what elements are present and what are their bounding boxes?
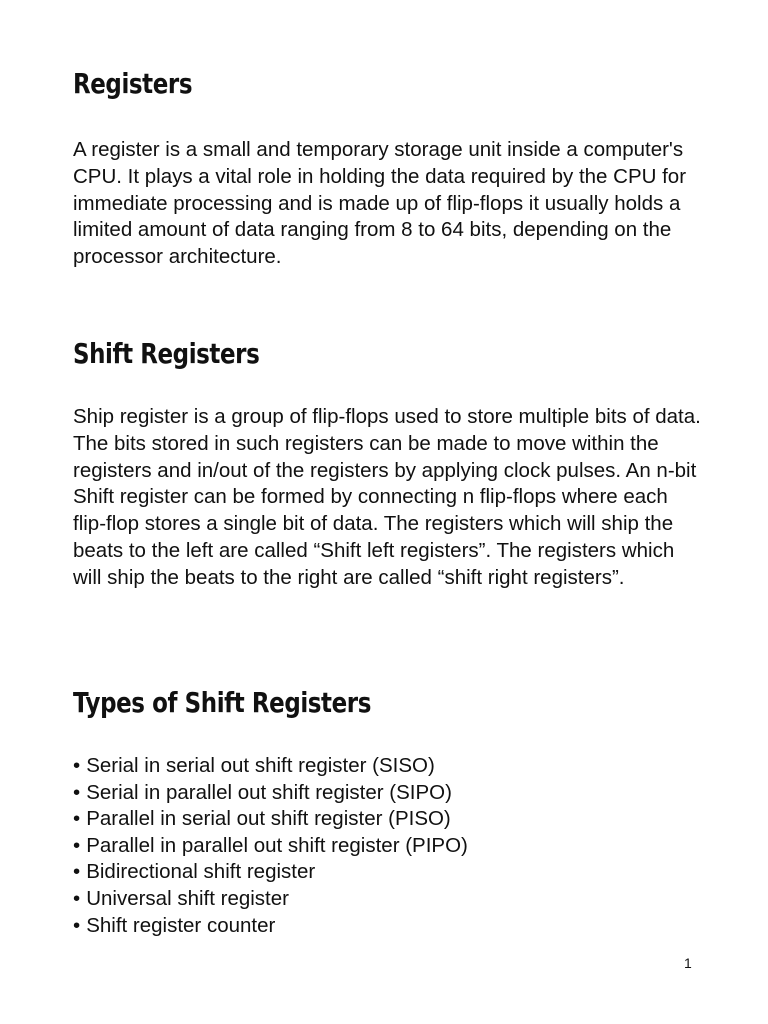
page-number: 1 [684, 955, 692, 971]
shift-register-types-list [73, 753, 468, 939]
list-item: • Parallel in parallel out shift register (PIPO) [73, 833, 468, 860]
list-item: • Universal shift register [73, 886, 468, 913]
heading-shift-registers: Shift Registers [73, 337, 260, 370]
list-item: • Shift register counter [73, 913, 468, 940]
paragraph-registers: A register is a small and temporary storage unit inside a computer's CPU. It plays a vital role in holding the data required by the CPU for immediate processing and is made up of flip-flops it usually holds a limited amount of data ranging from 8 to 64 bits, depending on the processor architecture. [73, 138, 687, 269]
paragraph-shift-registers: Ship register is a group of flip-flops used to store multiple bits of data. The bits stored in such registers can be made to move within the registers and in/out of the registers by applying clock pulses. An n-bit Shift register can be formed by connecting n flip-flops where each flip-flop stores a single bit of data. The registers which will ship the beats to the left are called “Shift left registers”. The registers which will ship the beats to the right are called “shift right registers”. [73, 405, 701, 589]
heading-types-of-shift-registers: Types of Shift Registers [73, 686, 371, 719]
list-item: • Serial in serial out shift register (SISO) [73, 753, 468, 780]
heading-registers: Registers [73, 67, 193, 100]
list-item: • Parallel in serial out shift register (PISO) [73, 806, 468, 833]
list-item: • Serial in parallel out shift register (SIPO) [73, 780, 468, 807]
list-item: • Bidirectional shift register [73, 859, 468, 886]
